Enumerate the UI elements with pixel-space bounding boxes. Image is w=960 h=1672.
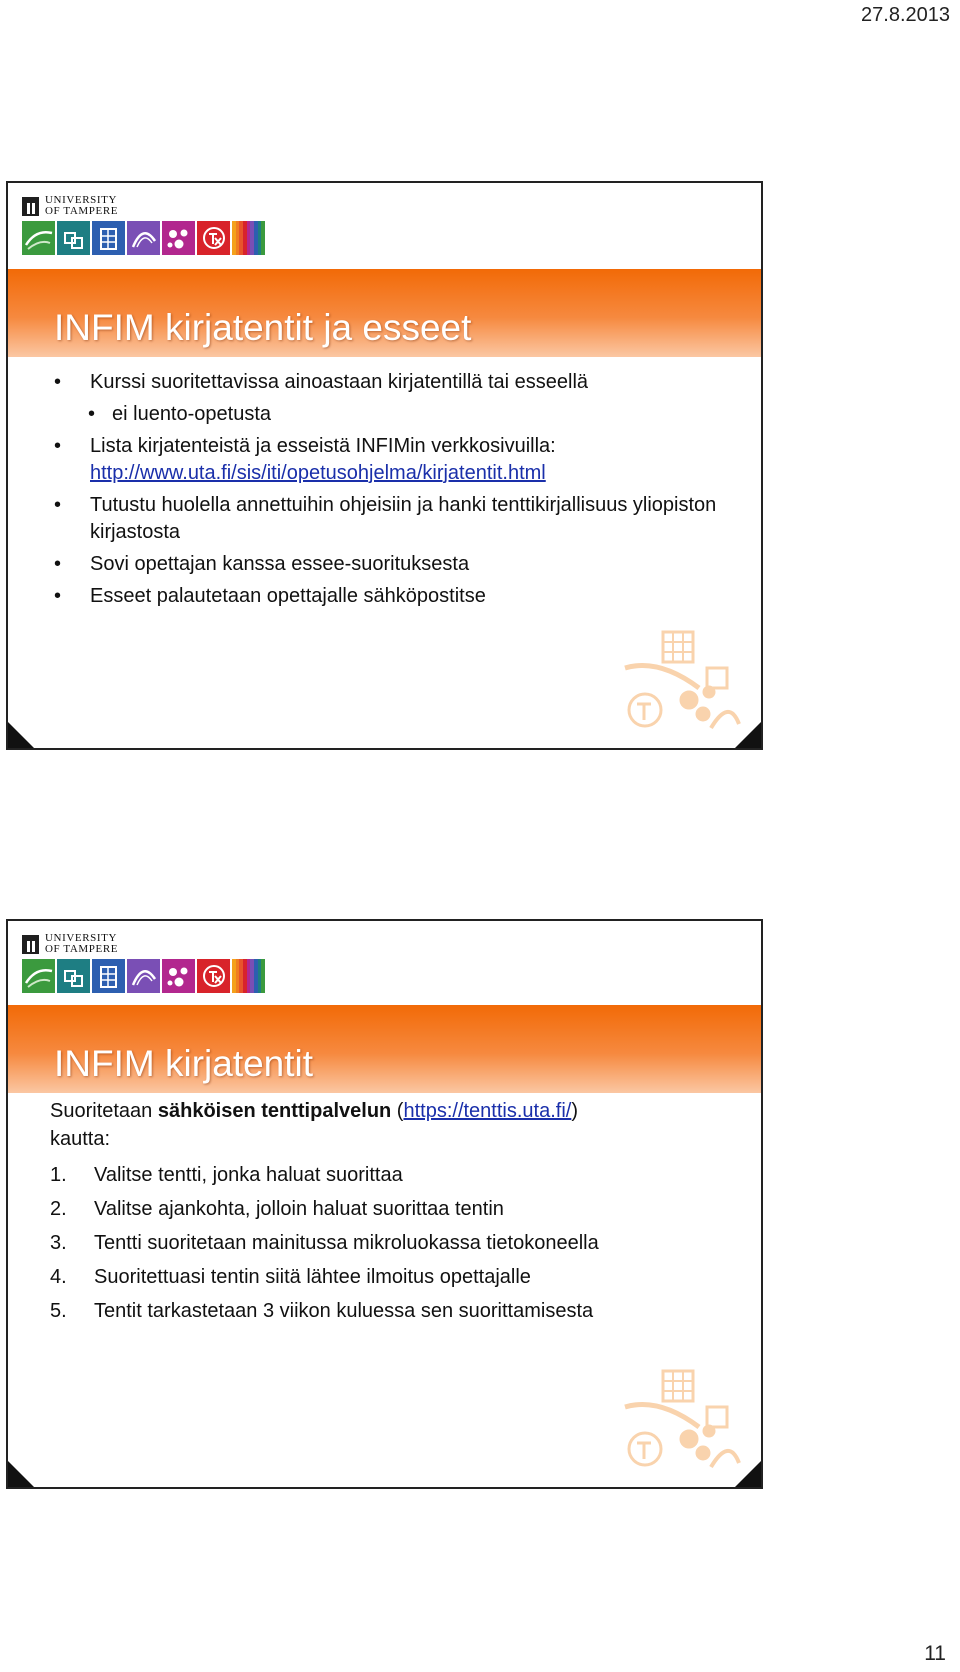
purple-shell-icon [127,221,160,255]
steps-list [50,1161,741,1331]
list-item: • Tutustu huolella annettuihin ohjeisiin ja hanki tenttikirjallisuus yliopiston kirjastosta [54,494,717,543]
list-item: • ei luento-opetusta [88,403,272,425]
slide-infim-kirjatentit-ja-esseet [6,181,763,750]
teal-cubes-icon [57,959,90,993]
university-name-line2: OF TAMPERE [45,205,119,217]
slide-infim-kirjatentit [6,919,763,1489]
list-item: 4. Suoritettuasi tentin siitä lähtee ilmoitus opettajalle [50,1266,531,1288]
title-band [8,269,761,357]
blue-tower-icon [92,959,125,993]
green-swirl-icon [22,959,55,993]
list-item: • Lista kirjatenteistä ja esseistä INFIMin verkkosivuilla: http://www.uta.fi/sis/iti/opetusohjelma/kirjatentit.html [54,435,556,484]
list-item: • Sovi opettajan kanssa essee-suorituksesta [54,553,470,575]
university-crest-icon [22,197,39,216]
kirjatentit-link[interactable]: http://www.uta.fi/sis/iti/opetusohjelma/kirjatentit.html [90,462,546,484]
bullet-list [54,369,741,615]
teal-cubes-icon [57,221,90,255]
university-name-line2: OF TAMPERE [45,943,119,955]
blue-tower-icon [92,221,125,255]
list-item: 3. Tentti suoritetaan mainitussa mikroluokassa tietokoneella [50,1232,599,1254]
list-item: • Kurssi suoritettavissa ainoastaan kirjatentillä tai esseellä [54,371,589,393]
university-logo [22,933,118,955]
slide-title: INFIM kirjatentit [54,1043,314,1084]
faculty-watermark-icon [619,1367,745,1473]
green-swirl-icon [22,221,55,255]
rainbow-bars-icon [232,221,265,255]
university-crest-icon [22,935,39,954]
university-logo [22,195,118,217]
list-item: • Esseet palautetaan opettajalle sähköpostitse [54,585,486,607]
university-name-line1: UNIVERSITY [45,194,117,206]
faculty-watermark-icon [619,628,745,734]
page-date: 27.8.2013 [861,4,950,26]
list-item: 1. Valitse tentti, jonka haluat suorittaa [50,1164,403,1186]
list-item: 2. Valitse ajankohta, jolloin haluat suorittaa tentin [50,1198,504,1220]
magenta-molecule-icon [162,959,195,993]
intro-bold: sähköisen tenttipalvelun [157,1100,392,1122]
university-name-line1: UNIVERSITY [45,932,117,944]
page-number: 11 [924,1642,946,1665]
intro-text: Suoritetaan sähköisen tenttipalvelun (https://tenttis.uta.fi/) kautta: [50,1100,579,1150]
faculty-tiles [22,221,267,255]
rainbow-bars-icon [232,959,265,993]
faculty-tiles [22,959,267,993]
title-band [8,1005,761,1093]
purple-shell-icon [127,959,160,993]
magenta-molecule-icon [162,221,195,255]
list-item: 5. Tentit tarkastetaan 3 viikon kuluessa sen suorittamisesta [50,1300,594,1322]
red-tx-icon [197,221,230,255]
slide-title: INFIM kirjatentit ja esseet [54,307,472,348]
red-tx-icon [197,959,230,993]
tenttis-link[interactable]: https://tenttis.uta.fi/ [403,1100,572,1122]
